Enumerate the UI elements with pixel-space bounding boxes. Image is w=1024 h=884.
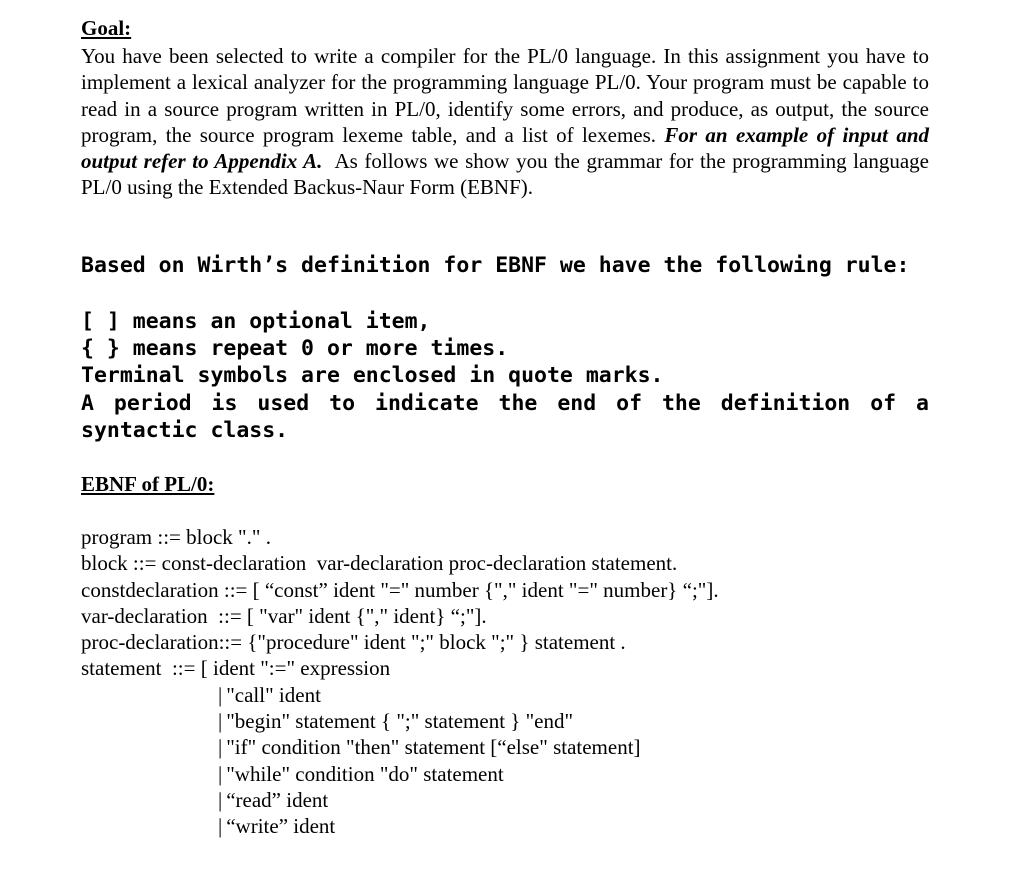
statement-alt-read: | “read” ident (81, 787, 719, 813)
statement-alt-if: | "if" condition "then" statement [“else" statement] (81, 734, 719, 760)
goal-text-after: As follows we show you the grammar for the programming language PL/0 using the Extended Backus-Naur Form (EBNF). (81, 149, 929, 200)
rule-optional-item: [ ] means an optional item, (81, 309, 431, 334)
ebnf-rules-list (81, 308, 929, 444)
grammar-rule-var-declaration: var-declaration ::= [ "var" ident {"," ident} “;"]. (81, 603, 487, 628)
ebnf-grammar (81, 524, 719, 840)
statement-alt-write: | “write” ident (81, 813, 719, 839)
goal-heading: Goal: (81, 16, 132, 40)
rule-terminal-symbols: Terminal symbols are enclosed in quote marks. (81, 363, 664, 389)
statement-alt-call: | "call" ident (81, 682, 719, 708)
grammar-rule-constdeclaration: constdeclaration ::= [ “const” ident "=" number {"," ident "=" number} “;"]. (81, 577, 719, 602)
rule-period: A period is used to indicate the end of the definition of a (81, 390, 929, 416)
goal-emphasis: For an example of input and output refer to Appendix A. (81, 122, 929, 174)
grammar-rule-block: block ::= const-declaration var-declaration proc-declaration statement. (81, 551, 678, 576)
goal-text-before: You have been selected to write a compiler for the PL/0 language. In this assignment you have to implement a lexical analyzer for the programming language PL/0. Your program must be capable to read in a source program written in PL/0, identify some errors, and produce, as output, the source program, the source program lexeme table, and a list of lexemes. (81, 44, 929, 147)
statement-alt-begin: | "begin" statement { ";" statement } "end" (81, 708, 719, 734)
rule-repeat: { } means repeat 0 or more times. (81, 336, 509, 362)
grammar-rule-statement: statement ::= [ ident ":=" expression (81, 656, 391, 681)
ebnf-heading: EBNF of PL/0: (81, 472, 215, 496)
goal-paragraph (81, 43, 929, 201)
grammar-rule-proc-declaration: proc-declaration::= {"procedure" ident ";" block ";" } statement . (81, 630, 626, 655)
rule-period-continued: syntactic class. (81, 417, 289, 443)
ebnf-rule-heading: Based on Wirth’s definition for EBNF we have the following rule: (81, 253, 910, 278)
statement-alt-while: | "while" condition "do" statement (81, 761, 719, 787)
grammar-rule-program: program ::= block "." . (81, 525, 271, 549)
